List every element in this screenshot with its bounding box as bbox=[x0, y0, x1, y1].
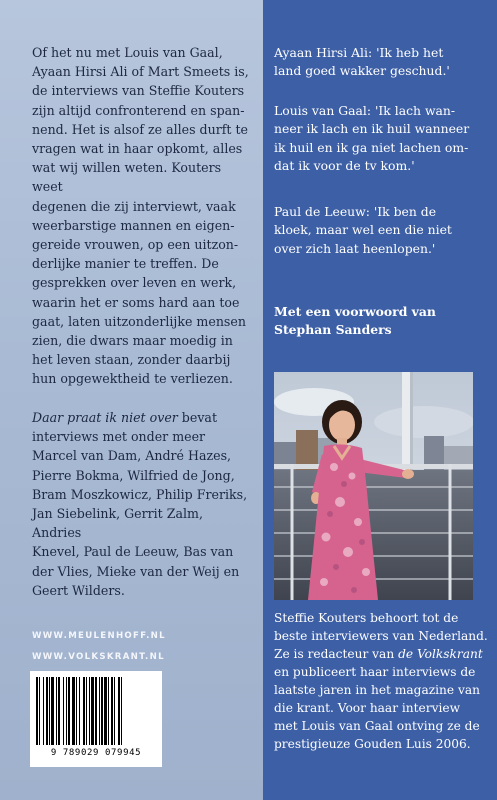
quote-van-gaal bbox=[274, 102, 484, 176]
barcode-bar bbox=[56, 677, 57, 745]
foreword-line: Stephan Sanders bbox=[274, 322, 392, 338]
contents-line: interviews met onder meer bbox=[32, 429, 206, 445]
quote-line: dat ik voor de tv kom.' bbox=[274, 158, 415, 174]
isbn-digits: 9 789029 079945 bbox=[50, 748, 142, 758]
barcode-bar bbox=[76, 677, 77, 745]
barcode-bar bbox=[39, 677, 40, 745]
intro-line: zien, die dwars maar moedig in bbox=[32, 333, 233, 349]
intro-line: Ayaan Hirsi Ali of Mart Smeets is, bbox=[32, 64, 249, 80]
intro-line: vragen wat in haar opkomt, alles bbox=[32, 141, 243, 157]
contents-line: bevat bbox=[177, 410, 217, 425]
intro-line: weerbarstige mannen en eigen- bbox=[32, 217, 235, 233]
book-title: Daar praat ik niet over bbox=[32, 410, 178, 425]
intro-line: gereide vrouwen, op een uitzon- bbox=[32, 237, 239, 253]
barcode-bar bbox=[43, 677, 44, 745]
barcode-bar bbox=[63, 677, 64, 745]
intro-line: het leven staan, zonder daarbij bbox=[32, 352, 231, 368]
author-photo bbox=[274, 372, 473, 600]
quote-line: Ayaan Hirsi Ali: 'Ik heb het bbox=[274, 45, 444, 60]
quote-hirsi-ali bbox=[274, 44, 484, 81]
contents-line: Bram Moszkowicz, Philip Freriks, bbox=[32, 486, 248, 502]
quote-line: over zich laat heenlopen.' bbox=[274, 240, 436, 256]
barcode-bar bbox=[101, 677, 103, 745]
author-bio bbox=[274, 609, 492, 753]
barcode-bar bbox=[58, 677, 60, 745]
foreword-credit bbox=[274, 303, 489, 340]
barcode-bar bbox=[51, 677, 54, 745]
bio-line: beste interviewers van Nederland. bbox=[274, 629, 488, 643]
intro-line: wat wij willen weten. Kouters weet bbox=[32, 160, 222, 195]
intro-line: de interviews van Steffie Kouters bbox=[32, 83, 245, 99]
barcode-bar bbox=[66, 677, 67, 745]
quote-de-leeuw bbox=[274, 203, 484, 258]
barcode-bar bbox=[46, 677, 48, 745]
intro-line: nend. Het is alsof ze alles durft te bbox=[32, 121, 248, 137]
author-photo-illustration bbox=[274, 372, 473, 600]
quote-line: land goed wakker geschud.' bbox=[274, 63, 450, 79]
barcode-bar bbox=[91, 677, 94, 745]
intro-line: gaat, laten uitzonderlijke mensen bbox=[32, 313, 246, 329]
contents-line: der Vlies, Mieke van der Weij en bbox=[32, 563, 240, 579]
bio-line: Ze is redacteur van bbox=[274, 647, 399, 661]
barcode-bar bbox=[99, 677, 100, 745]
contents-line: Pierre Bokma, Wilfried de Jong, bbox=[32, 467, 235, 483]
quote-line: ik huil en ik ga niet lachen om- bbox=[274, 139, 469, 155]
intro-line: Of het nu met Louis van Gaal, bbox=[32, 45, 223, 60]
barcode-bar bbox=[111, 677, 113, 745]
barcode-bar bbox=[104, 677, 107, 745]
intro-line: hun opgewektheid te verliezen. bbox=[32, 371, 233, 387]
barcode-bar bbox=[114, 677, 115, 745]
barcode-bar bbox=[89, 677, 90, 745]
contents-line: Geert Wilders. bbox=[32, 582, 125, 598]
barcode-bar bbox=[83, 677, 85, 745]
intro-line: degenen die zij interviewt, vaak bbox=[32, 198, 236, 214]
right-panel bbox=[263, 0, 497, 800]
bio-line: en publiceert haar interviews de bbox=[274, 665, 476, 679]
bio-line: laatste jaren in het magazine van bbox=[274, 683, 480, 697]
website-meulenhoff: WWW.MEULENHOFF.NL bbox=[32, 631, 166, 641]
intro-line: waarin het er soms hard aan toe bbox=[32, 294, 240, 310]
contents-line: Knevel, Paul de Leeuw, Bas van bbox=[32, 544, 234, 560]
barcode-bar bbox=[108, 677, 109, 745]
barcode-bars bbox=[35, 677, 157, 747]
barcode-bar bbox=[72, 677, 75, 745]
barcode-bar bbox=[121, 677, 122, 745]
quote-line: neer ik lach en ik huil wanneer bbox=[274, 121, 470, 137]
website-volkskrant: WWW.VOLKSKRANT.NL bbox=[32, 652, 165, 662]
barcode bbox=[30, 671, 162, 767]
quote-line: Louis van Gaal: 'Ik lach wan- bbox=[274, 103, 456, 118]
contents-line: Jan Siebelink, Gerrit Zalm, Andries bbox=[32, 506, 203, 541]
bio-line: Steffie Kouters behoort tot de bbox=[274, 611, 459, 625]
newspaper-name: de Volkskrant bbox=[398, 647, 483, 661]
intro-line: gesprekken over leven en werk, bbox=[32, 275, 237, 291]
barcode-bar bbox=[95, 677, 97, 745]
foreword-line: Met een voorwoord van bbox=[274, 304, 436, 319]
intro-line: derlijke manier te treffen. De bbox=[32, 256, 219, 272]
barcode-bar bbox=[79, 677, 80, 745]
contents-paragraph bbox=[32, 408, 254, 600]
intro-line: zijn altijd confronterend en span- bbox=[32, 102, 245, 118]
contents-line: Marcel van Dam, André Hazes, bbox=[32, 448, 232, 464]
barcode-bar bbox=[68, 677, 70, 745]
barcode-bar bbox=[49, 677, 50, 745]
quote-line: Paul de Leeuw: 'Ik ben de bbox=[274, 204, 437, 219]
bio-line: prestigieuze Gouden Luis 2006. bbox=[274, 737, 471, 751]
bio-line: die krant. Voor haar interview bbox=[274, 701, 461, 715]
barcode-bar bbox=[36, 677, 38, 745]
barcode-bar bbox=[86, 677, 87, 745]
quote-line: kloek, maar wel een die niet bbox=[274, 222, 452, 238]
barcode-bar bbox=[118, 677, 120, 745]
bio-line: met Louis van Gaal ontving ze de bbox=[274, 719, 480, 733]
intro-paragraph bbox=[32, 43, 254, 389]
